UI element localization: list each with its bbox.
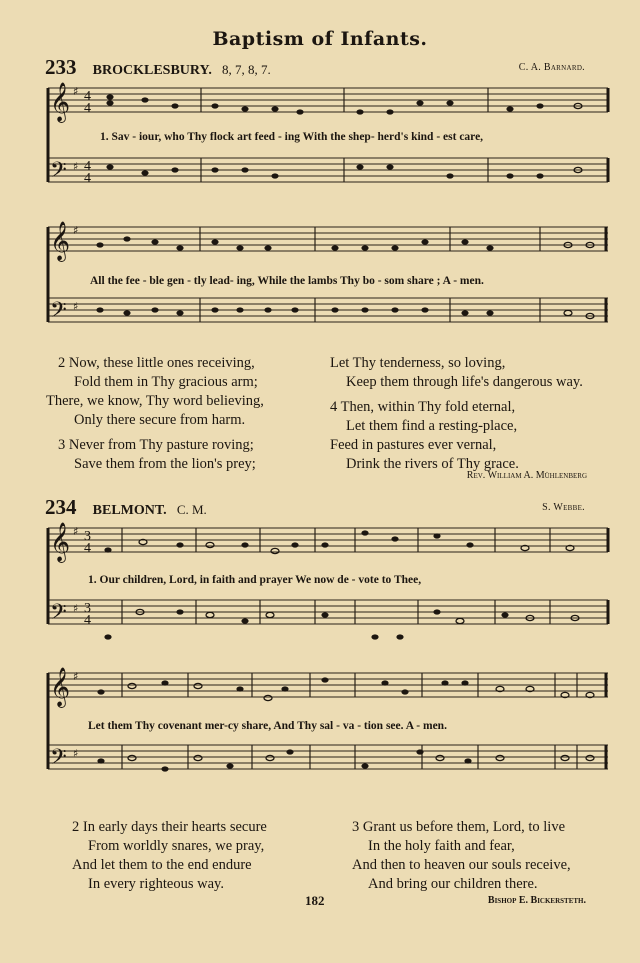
svg-text:𝄢: 𝄢: [50, 745, 67, 775]
svg-text:4: 4: [84, 159, 91, 174]
verses-right: [330, 354, 583, 474]
verse-line: And bring our children there.: [368, 876, 538, 892]
svg-text:♯: ♯: [73, 224, 79, 237]
hymn-234-header: [45, 495, 207, 520]
verse-line: Keep them through life's dangerous way.: [346, 374, 583, 390]
verse-line: 4 Then, within Thy fold eternal,: [330, 399, 516, 415]
verse-line: Fold them in Thy gracious arm;: [74, 374, 258, 390]
composer: C. A. Barnard.: [518, 62, 585, 73]
verses-right: [352, 818, 571, 894]
verse-line: Let Thy tenderness, so loving,: [330, 355, 506, 371]
page-number: 182: [305, 893, 325, 908]
author-credit: Rev. William A. Mühlenberg: [466, 470, 587, 481]
svg-text:♯: ♯: [73, 747, 79, 760]
verse-line: 3 Never from Thy pasture roving;: [58, 437, 254, 453]
verse-line: In every righteous way.: [88, 876, 224, 892]
verse-line: Only there secure from harm.: [74, 412, 246, 428]
hymn-number: 233: [45, 55, 77, 79]
svg-text:♯: ♯: [73, 300, 79, 313]
svg-text:𝄞: 𝄞: [50, 82, 71, 122]
verse-line: Drink the rivers of Thy grace.: [346, 456, 519, 472]
verse-line: 2 In early days their hearts secure: [72, 819, 267, 835]
section-title: Baptism of Infants.: [212, 28, 428, 50]
svg-text:♯: ♯: [73, 525, 79, 538]
svg-text:4: 4: [84, 613, 91, 628]
verse-line: And let them to the end endure: [72, 857, 252, 873]
hymn-number: 234: [45, 495, 77, 519]
svg-text:♯: ♯: [73, 670, 79, 683]
svg-text:3: 3: [84, 529, 91, 544]
verses-left: [46, 354, 264, 474]
svg-text:𝄢: 𝄢: [50, 158, 67, 188]
verse-line: 2 Now, these little ones receiving,: [58, 355, 255, 371]
verses-left: [72, 818, 267, 894]
svg-text:𝄞: 𝄞: [50, 221, 71, 261]
verse-line: There, we know, Thy word believing,: [46, 393, 264, 409]
verse-line: Feed in pastures ever vernal,: [330, 437, 497, 453]
verse-line: In the holy faith and fear,: [368, 838, 515, 854]
svg-text:♯: ♯: [73, 160, 79, 173]
tune-name: BROCKLESBURY.: [92, 63, 212, 78]
svg-text:♯: ♯: [73, 85, 79, 98]
svg-text:4: 4: [84, 101, 91, 116]
svg-text:3: 3: [84, 601, 91, 616]
verse-line: From worldly snares, we pray,: [88, 838, 265, 854]
svg-text:4: 4: [84, 541, 91, 556]
svg-text:4: 4: [84, 171, 91, 186]
lyric-line: 1. Our children, Lord, in faith and prayer We now de - vote to Thee,: [88, 574, 422, 586]
verse-line: Save them from the lion's prey;: [74, 456, 256, 472]
svg-text:4: 4: [84, 89, 91, 104]
verse-line: Let them find a resting-place,: [346, 418, 518, 434]
lyric-line: Let them Thy covenant mer-cy share, And Thy sal - va - tion see. A - men.: [88, 720, 447, 732]
tune-name: BELMONT.: [92, 503, 167, 518]
svg-text:𝄞: 𝄞: [50, 522, 71, 562]
svg-text:𝄞: 𝄞: [50, 667, 71, 707]
meter: 8, 7, 8, 7.: [221, 62, 271, 77]
lyric-line: 1. Sav - iour, who Thy flock art feed - ing With the shep- herd's kind - est care,: [100, 131, 484, 143]
author-credit: Bishop E. Bickersteth.: [487, 895, 586, 906]
svg-text:𝄢: 𝄢: [50, 298, 67, 328]
lyric-line: All the fee - ble gen - tly lead- ing, While the lambs Thy bo - som share ; A - men.: [90, 275, 484, 287]
meter: C. M.: [176, 502, 207, 517]
verse-line: 3 Grant us before them, Lord, to live: [352, 819, 566, 835]
svg-text:♯: ♯: [73, 602, 79, 615]
svg-text:𝄢: 𝄢: [50, 600, 67, 630]
composer: S. Webbe.: [542, 502, 585, 513]
verse-line: And then to heaven our souls receive,: [352, 857, 571, 873]
